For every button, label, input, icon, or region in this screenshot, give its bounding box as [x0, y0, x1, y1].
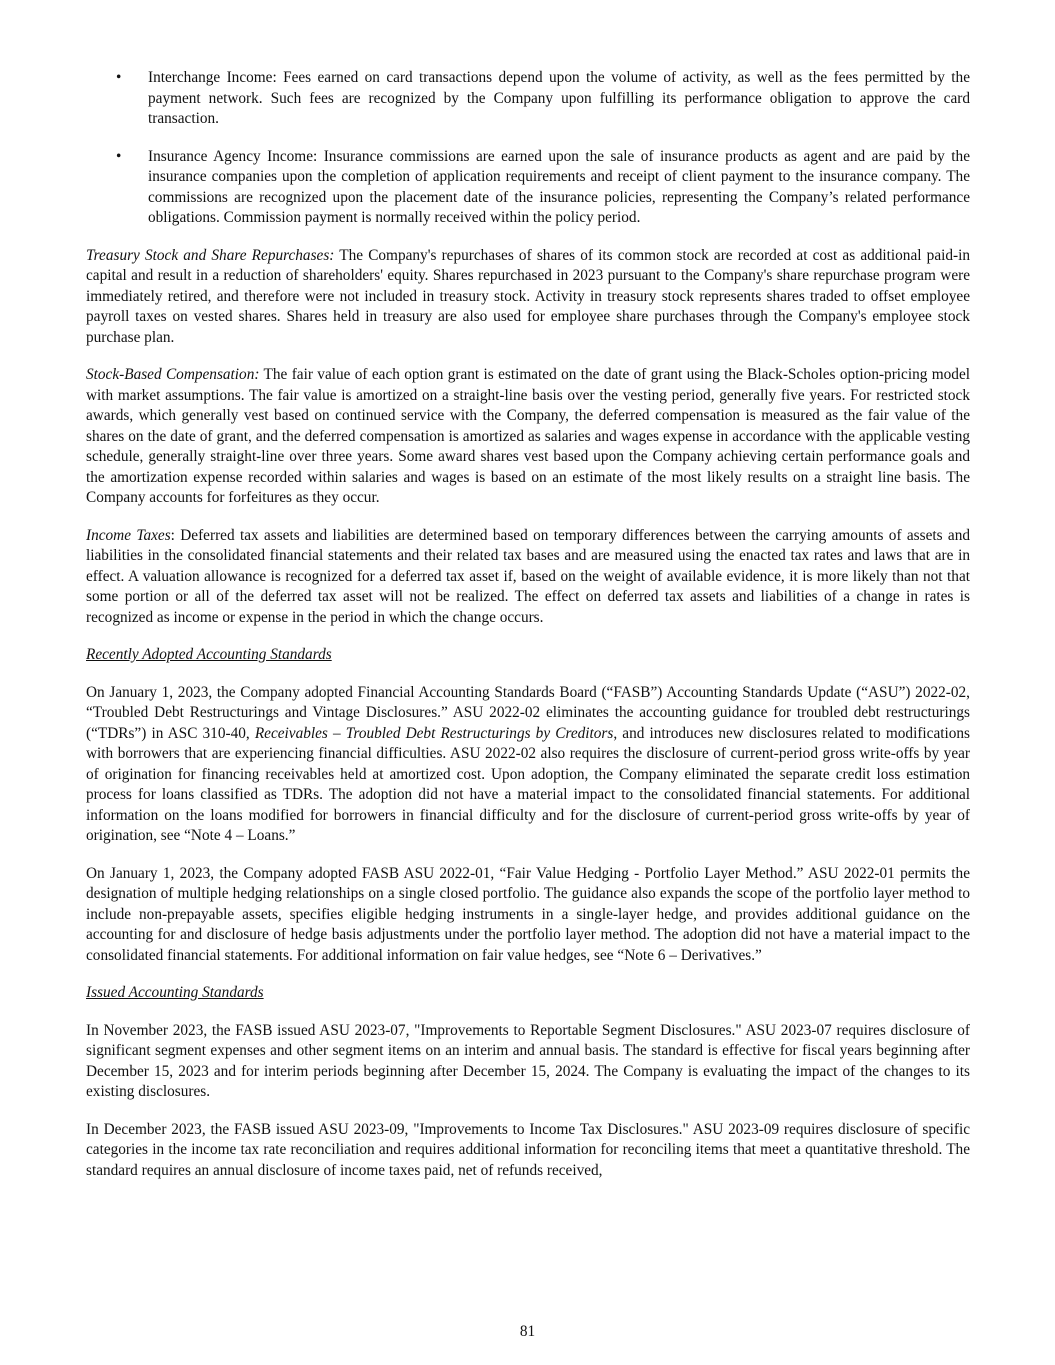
paragraph-income-taxes — [86, 526, 970, 629]
paragraph-asu-2023-09: In December 2023, the FASB issued ASU 2023-09, "Improvements to Income Tax Disclosures." ASU 2023-09 requires disclosure of specific categories in the income tax rate reconciliation and requires additional information for reconciling items that meet a quantitative threshold. The standard requires an annual disclosure of income taxes paid, net of refunds received, — [86, 1120, 970, 1179]
bullet-interchange-income — [86, 68, 970, 130]
bullet-text: Interchange Income: Fees earned on card transactions depend upon the volume of activity, as well as the fees permitted by the payment network. Such fees are recognized by the Company upon fulfilling its performance obligation to approve the card transaction. — [148, 69, 970, 127]
heading-issued-standards: Issued Accounting Standards — [86, 984, 264, 1001]
paragraph-italic-reference: Receivables – Troubled Debt Restructurings by Creditors — [254, 724, 614, 742]
paragraph-body: , and introduces new disclosures related to modifications with borrowers that are experiencing financial difficulties. ASU 2022-02 also requires the disclosure of current-period gross write-offs by year of origination for financing receivables held at amortized cost. Upon adoption, the Company eliminated the separate credit loss estimation process for loans classified as TDRs. The adoption did not have a material impact to the consolidated financial statements. For additional information on the loans modified for borrowers in financial difficulty and for the disclosure of current-period gross write-offs by year of origination, see “Note 4 – Loans.” — [86, 724, 970, 844]
page-content — [86, 68, 970, 1198]
paragraph-body: On January 1, 2023, the Company adopted Financial Accounting Standards Board (“FASB”) Accounting Standards Update (“ASU”) 2022-02, “Troubled Debt Restructurings and Vintage Disclosures.” ASU 2022-02 eliminates the accounting guidance for troubled debt restructurings (“TDRs”) in ASC 310-40, — [86, 683, 970, 742]
paragraph-lead: Treasury Stock and Share Repurchases: — [86, 246, 335, 264]
paragraph-asu-2022-02 — [86, 683, 970, 847]
bullet-text: Insurance Agency Income: Insurance commissions are earned upon the sale of insurance products as agent and are paid by the insurance companies upon the completion of application requirements and receipt of client payment to the insurance company. The commissions are recognized upon the placement date of the insurance policies, representing the Company’s related performance obligations. Commission payment is normally received within the policy period. — [148, 147, 970, 226]
paragraph-body: The Company's repurchases of shares of its common stock are recorded at cost as additional paid-in capital and result in a reduction of shareholders' equity. Shares repurchased in 2023 pursuant to the Company's share repurchase program were immediately retired, and therefore were not included in treasury stock. Activity in treasury stock represents shares traded to offset employee payroll taxes on vested shares. Shares held in treasury are also used for employee share purchases through the Company's employee stock purchase plan. — [86, 246, 970, 346]
paragraph-stock-based-compensation — [86, 365, 970, 509]
paragraph-asu-2022-01: On January 1, 2023, the Company adopted FASB ASU 2022-01, “Fair Value Hedging - Portfolio Layer Method.” ASU 2022-01 permits the designation of multiple hedging relationships on a single closed portfolio. The guidance also expands the scope of the portfolio layer method to include non-prepayable assets, specifies eligible hedging instruments in a single-layer hedge, and provides additional guidance on the accounting for and disclosure of hedge basis adjustments under the portfolio layer method. The adoption did not have a material impact to the consolidated financial statements. For additional information on fair value hedges, see “Note 6 – Derivatives.” — [86, 864, 970, 964]
bullet-insurance-agency-income — [86, 147, 970, 229]
paragraph-lead: Income Taxes — [86, 526, 171, 544]
page-number: 81 — [519, 1323, 536, 1340]
bullet-marker: • — [116, 147, 122, 165]
paragraph-body: The fair value of each option grant is estimated on the date of grant using the Black-Scholes option-pricing model with market assumptions. The fair value is amortized on a straight-line basis over the vesting period, generally five years. For restricted stock awards, which generally vest based on continued service with the Company, the deferred compensation is measured as the fair value of the shares on the date of grant, and the deferred compensation is amortized as salaries and wages expense in accordance with the applicable vesting schedule, generally straight-line over three years. Some award shares vest based upon the Company achieving certain performance goals and the amortization expense recorded within salaries and wages is based on an estimate of the most likely results on a straight line basis. The Company accounts for forfeitures as they occur. — [86, 366, 970, 506]
paragraph-lead: Stock-Based Compensation: — [86, 366, 260, 383]
paragraph-treasury-stock — [86, 246, 970, 349]
bullet-marker: • — [116, 69, 122, 86]
heading-recently-adopted-standards: Recently Adopted Accounting Standards — [86, 646, 332, 663]
paragraph-body: : Deferred tax assets and liabilities are determined based on temporary differences between the carrying amounts of assets and liabilities in the consolidated financial statements and their related tax bases and are measured using the enacted tax rates and laws that are in effect. A valuation allowance is recognized for a deferred tax asset if, based on the weight of available evidence, it is more likely than not that some portion or all of the deferred tax asset will not be realized. The effect on deferred tax assets and liabilities of a change in rates is recognized as income or expense in the period in which the change occurs. — [86, 526, 971, 626]
paragraph-asu-2023-07: In November 2023, the FASB issued ASU 2023-07, "Improvements to Reportable Segment Disclosures." ASU 2023-07 requires disclosure of significant segment expenses and other segment items on an interim and annual basis. The standard is effective for fiscal years beginning after December 15, 2023 and for interim periods beginning after December 15, 2024. The Company is evaluating the impact of the changes to its existing disclosures. — [86, 1021, 970, 1100]
